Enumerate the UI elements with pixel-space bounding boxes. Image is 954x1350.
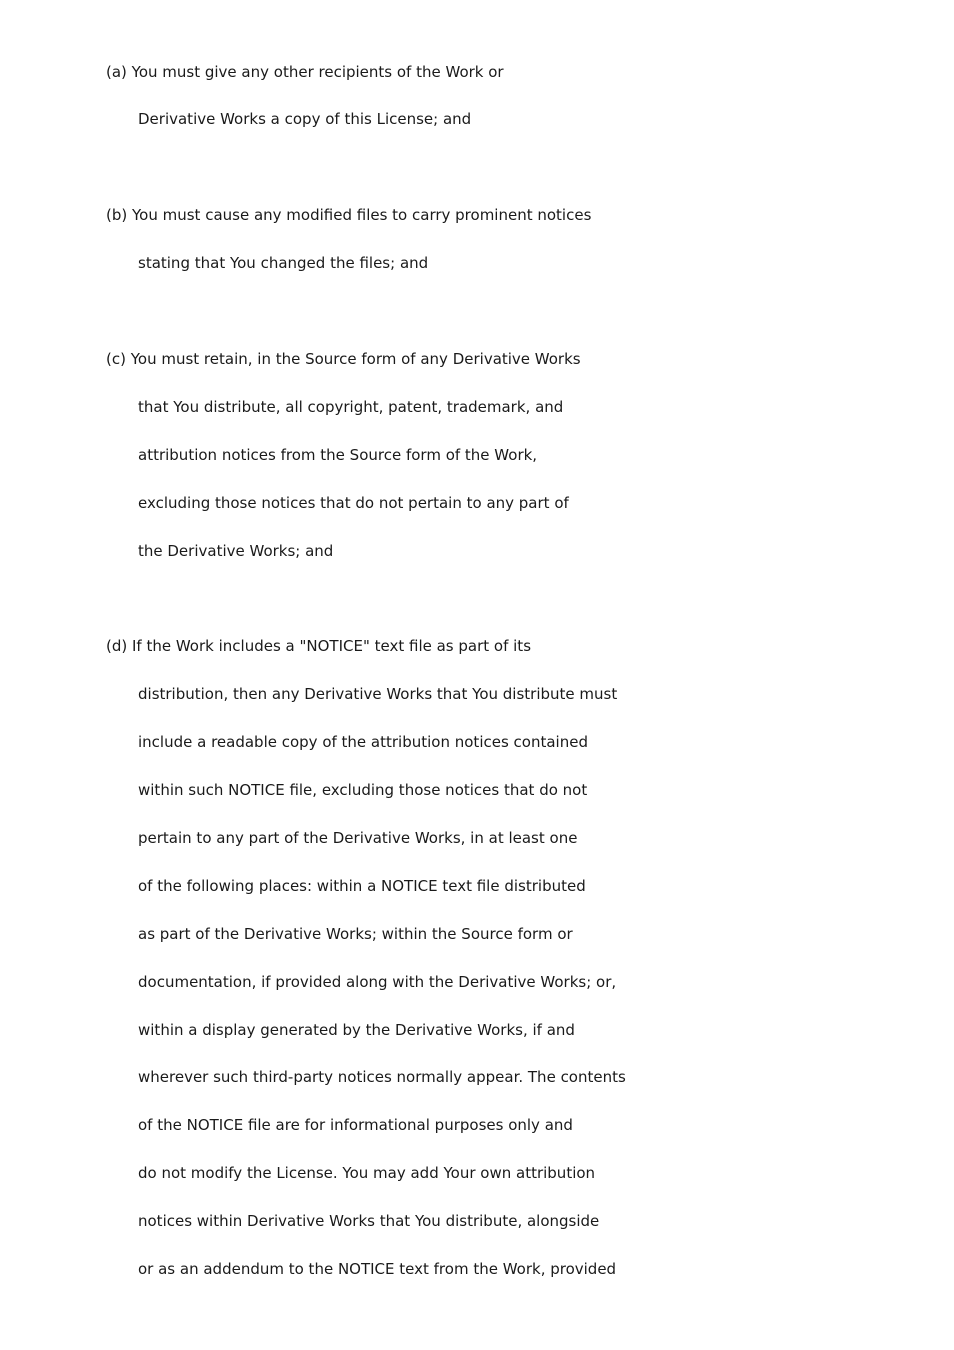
clause-d-line-6: of the following places: within a NOTICE text file distributed: [138, 877, 586, 895]
clause-d-line-12: do not modify the License. You may add Your own attribution: [138, 1164, 596, 1182]
clause-c-line-4: excluding those notices that do not pertain to any part of: [138, 494, 569, 512]
clause-c-line-1: (c) You must retain, in the Source form of any Derivative Works: [106, 350, 581, 368]
clause-d-line-10: wherever such third-party notices normally appear. The contents: [138, 1068, 626, 1086]
clause-d-line-5: pertain to any part of the Derivative Works, in at least one: [138, 829, 578, 847]
clause-d-line-4: within such NOTICE file, excluding those notices that do not: [138, 781, 588, 799]
clause-b-line-1: (b) You must cause any modified files to carry prominent notices: [106, 206, 592, 224]
clause-d-line-2: distribution, then any Derivative Works that You distribute must: [138, 685, 618, 703]
clause-d-line-8: documentation, if provided along with the Derivative Works; or,: [138, 973, 617, 991]
clause-d-line-9: within a display generated by the Derivative Works, if and: [138, 1021, 575, 1039]
clause-a-line-1: (a) You must give any other recipients of the Work or: [106, 63, 504, 81]
clause-c-line-5: the Derivative Works; and: [138, 542, 334, 560]
clause-d-line-1: (d) If the Work includes a "NOTICE" text file as part of its: [106, 637, 532, 655]
clause-d-line-3: include a readable copy of the attribution notices contained: [138, 733, 588, 751]
clause-c-line-3: attribution notices from the Source form of the Work,: [138, 446, 538, 464]
clause-a-line-2: Derivative Works a copy of this License; and: [138, 110, 472, 128]
clause-c-line-2: that You distribute, all copyright, patent, trademark, and: [138, 398, 564, 416]
clause-d-line-7: as part of the Derivative Works; within the Source form or: [138, 925, 573, 943]
clause-b-line-2: stating that You changed the files; and: [138, 254, 429, 272]
clause-d-line-13: notices within Derivative Works that You distribute, alongside: [138, 1212, 600, 1230]
clause-d-line-11: of the NOTICE file are for informational purposes only and: [138, 1116, 573, 1134]
clause-d-line-14: or as an addendum to the NOTICE text from the Work, provided: [138, 1260, 617, 1278]
